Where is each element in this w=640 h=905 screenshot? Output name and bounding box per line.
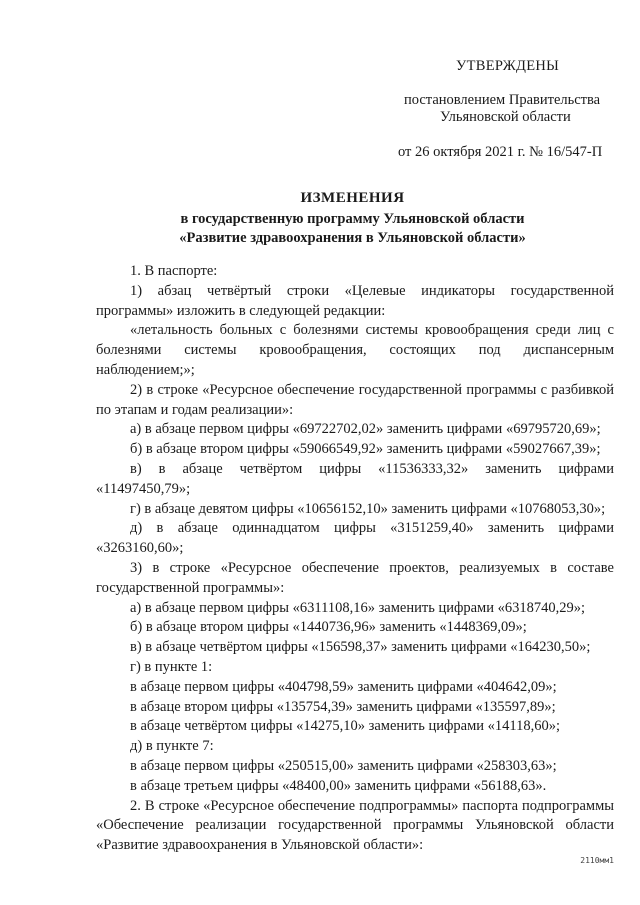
document-body <box>96 262 614 856</box>
paragraph: 1) абзац четвёртый строки «Целевые индикаторы государственной программы» изложить в следующей редакции: <box>96 282 614 319</box>
paragraph: 1. В паспорте: <box>130 263 218 279</box>
paragraph: д) в абзаце одиннадцатом цифры «3151259,40» заменить цифрами «3263160,60»; <box>96 520 614 557</box>
paragraph: б) в абзаце втором цифры «1440736,96» заменить «1448369,09»; <box>130 619 527 636</box>
paragraph: а) в абзаце первом цифры «69722702,02» заменить цифрами «69795720,69»; <box>130 421 601 438</box>
paragraph: г) в абзаце девятом цифры «10656152,10» заменить цифрами «10768053,30»; <box>130 500 606 517</box>
heading-title: ИЗМЕНЕНИЯ <box>300 190 405 206</box>
paragraph: в) в абзаце четвёртом цифры «156598,37» заменить цифрами «164230,50»; <box>130 639 591 656</box>
paragraph: в абзаце четвёртом цифры «14275,10» заменить цифрами «14118,60»; <box>130 718 561 735</box>
paragraph: в абзаце первом цифры «250515,00» заменить цифрами «258303,63»; <box>130 757 557 774</box>
paragraph: г) в пункте 1: <box>130 658 213 675</box>
footer-code: 2110мм1 <box>580 856 614 865</box>
approval-line-2: Ульяновской области <box>440 109 571 125</box>
paragraph: 3) в строке «Ресурсное обеспечение проектов, реализуемых в составе государственной программы»: <box>96 559 614 596</box>
paragraph: в) в абзаце четвёртом цифры «11536333,32» заменить цифрами «11497450,79»; <box>96 460 614 497</box>
paragraph: б) в абзаце втором цифры «59066549,92» заменить цифрами «59027667,39»; <box>130 441 601 458</box>
heading-subtitle-2: «Развитие здравоохранения в Ульяновской области» <box>179 230 526 246</box>
paragraph: «летальность больных с болезнями системы кровообращения среди лиц с болезнями системы кровообращения, состоящих под диспансерным наблюдением;»; <box>96 322 614 378</box>
paragraph: а) в абзаце первом цифры «6311108,16» заменить цифрами «6318740,29»; <box>130 599 586 616</box>
paragraph: в абзаце втором цифры «135754,39» заменить цифрами «135597,89»; <box>130 698 556 715</box>
approval-title: УТВЕРЖДЕНЫ <box>456 58 560 74</box>
paragraph: в абзаце третьем цифры «48400,00» заменить цифрами «56188,63». <box>130 777 547 794</box>
paragraph: 2) в строке «Ресурсное обеспечение государственной программы с разбивкой по этапам и годам реализации»: <box>96 381 614 418</box>
approval-date-number: от 26 октября 2021 г. № 16/547-П <box>398 144 603 160</box>
paragraph: 2. В строке «Ресурсное обеспечение подпрограммы» паспорта подпрограммы «Обеспечение реализации государственной программы Ульяновской области «Развитие здравоохранения в Ульяновской области»: <box>96 797 614 854</box>
heading-subtitle-1: в государственную программу Ульяновской области <box>180 211 525 227</box>
paragraph: д) в пункте 7: <box>130 738 214 755</box>
paragraph: в абзаце первом цифры «404798,59» заменить цифрами «404642,09»; <box>130 678 557 695</box>
approval-line-1: постановлением Правительства <box>404 92 601 108</box>
